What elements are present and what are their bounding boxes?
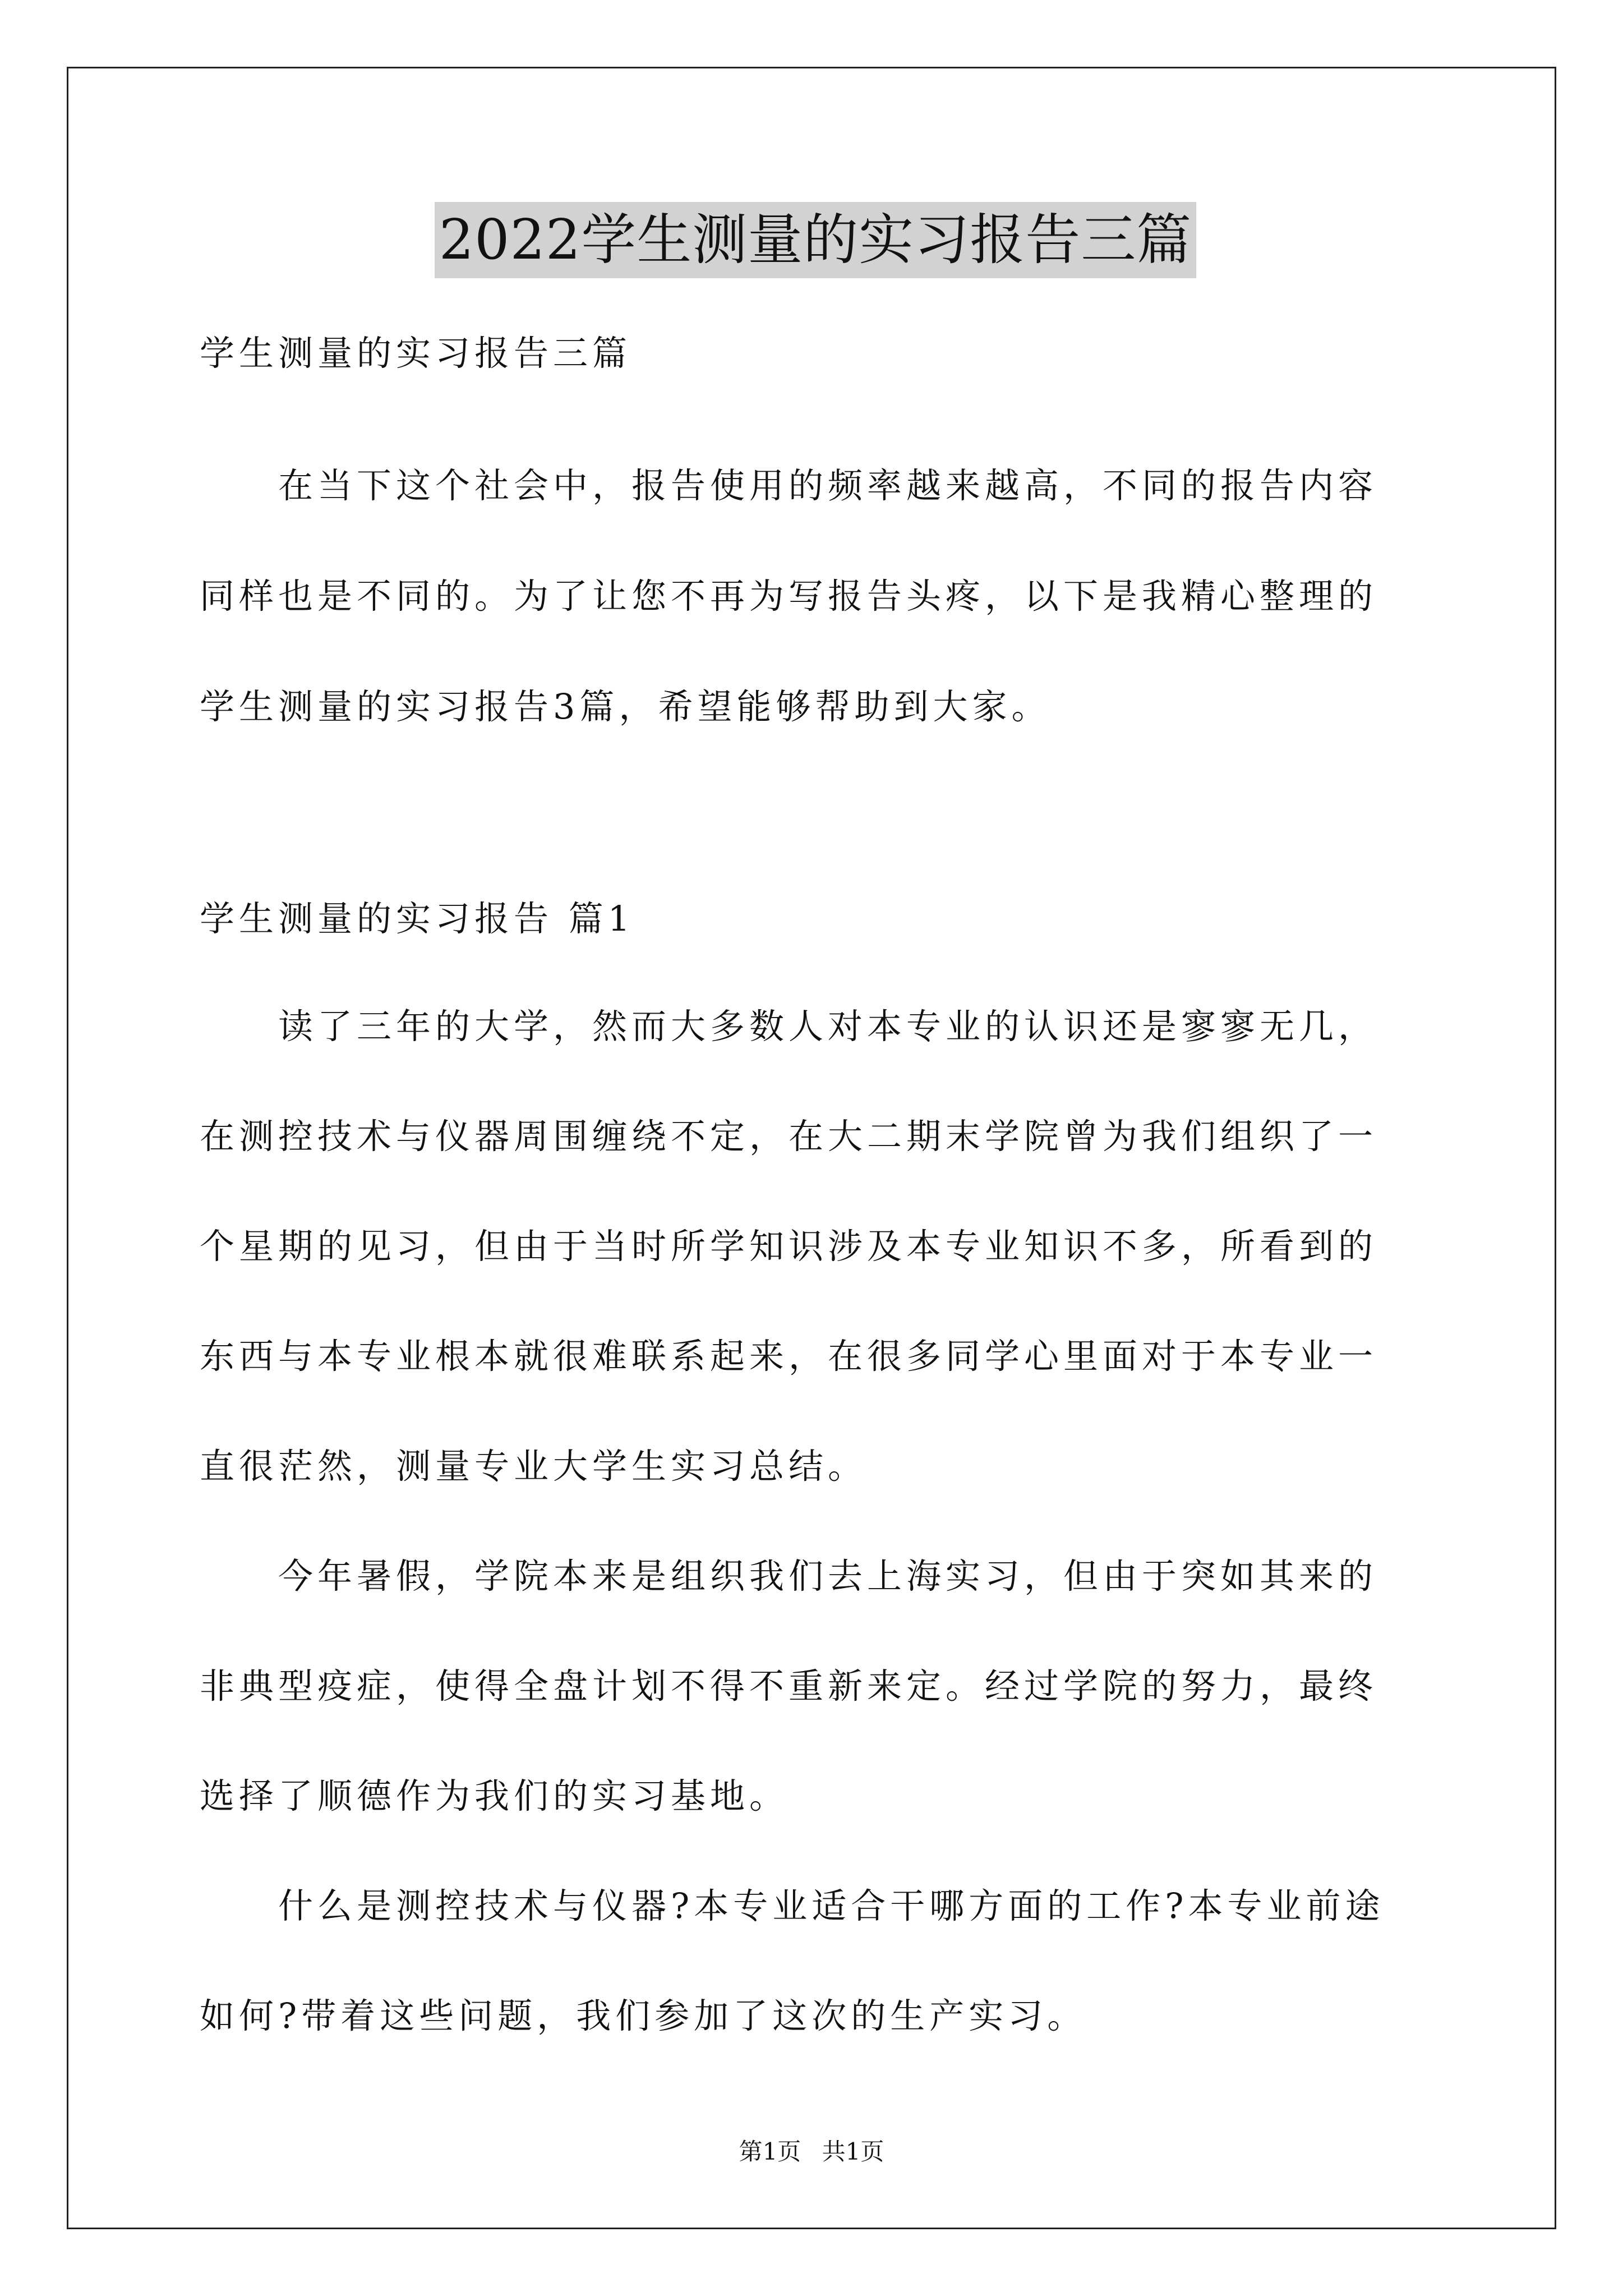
- body-line: 非典型疫症，使得全盘计划不得不重新来定。经过学院的努力，最终: [200, 1665, 1378, 1706]
- page-number: 第1页: [739, 2138, 801, 2165]
- body-line: 如何?带着这些问题，我们参加了这次的生产实习。: [200, 1995, 1087, 2036]
- body-line: 个星期的见习，但由于当时所学知识涉及本专业知识不多，所看到的: [200, 1226, 1378, 1267]
- intro-line: 学生测量的实习报告3篇，希望能够帮助到大家。: [200, 686, 1051, 727]
- section-heading: 学生测量的实习报告 篇1: [200, 898, 635, 939]
- body-line: 直很茫然，测量专业大学生实习总结。: [200, 1446, 868, 1487]
- intro-line: 在当下这个社会中，报告使用的频率越来越高，不同的报告内容: [200, 465, 1378, 506]
- body-line: 东西与本专业根本就很难联系起来，在很多同学心里面对于本专业一: [200, 1336, 1378, 1377]
- body-line: 什么是测控技术与仪器?本专业适合干哪方面的工作?本专业前途: [200, 1885, 1385, 1926]
- body-line: 在测控技术与仪器周围缠绕不定，在大二期末学院曾为我们组织了一: [200, 1116, 1378, 1157]
- body-line: 今年暑假，学院本来是组织我们去上海实习，但由于突如其来的: [200, 1556, 1378, 1596]
- document-subtitle: 学生测量的实习报告三篇: [200, 333, 632, 374]
- body-line: 选择了顺德作为我们的实习基地。: [200, 1775, 789, 1816]
- page-footer: [0, 2136, 1623, 2168]
- intro-line: 同样也是不同的。为了让您不再为写报告头疼，以下是我精心整理的: [200, 576, 1378, 616]
- body-line: 读了三年的大学，然而大多数人对本专业的认识还是寥寥无几，: [200, 1006, 1378, 1047]
- page-total: 共1页: [822, 2138, 884, 2165]
- document-title: 2022学生测量的实习报告三篇: [435, 202, 1196, 278]
- title-wrapper: [200, 202, 1431, 278]
